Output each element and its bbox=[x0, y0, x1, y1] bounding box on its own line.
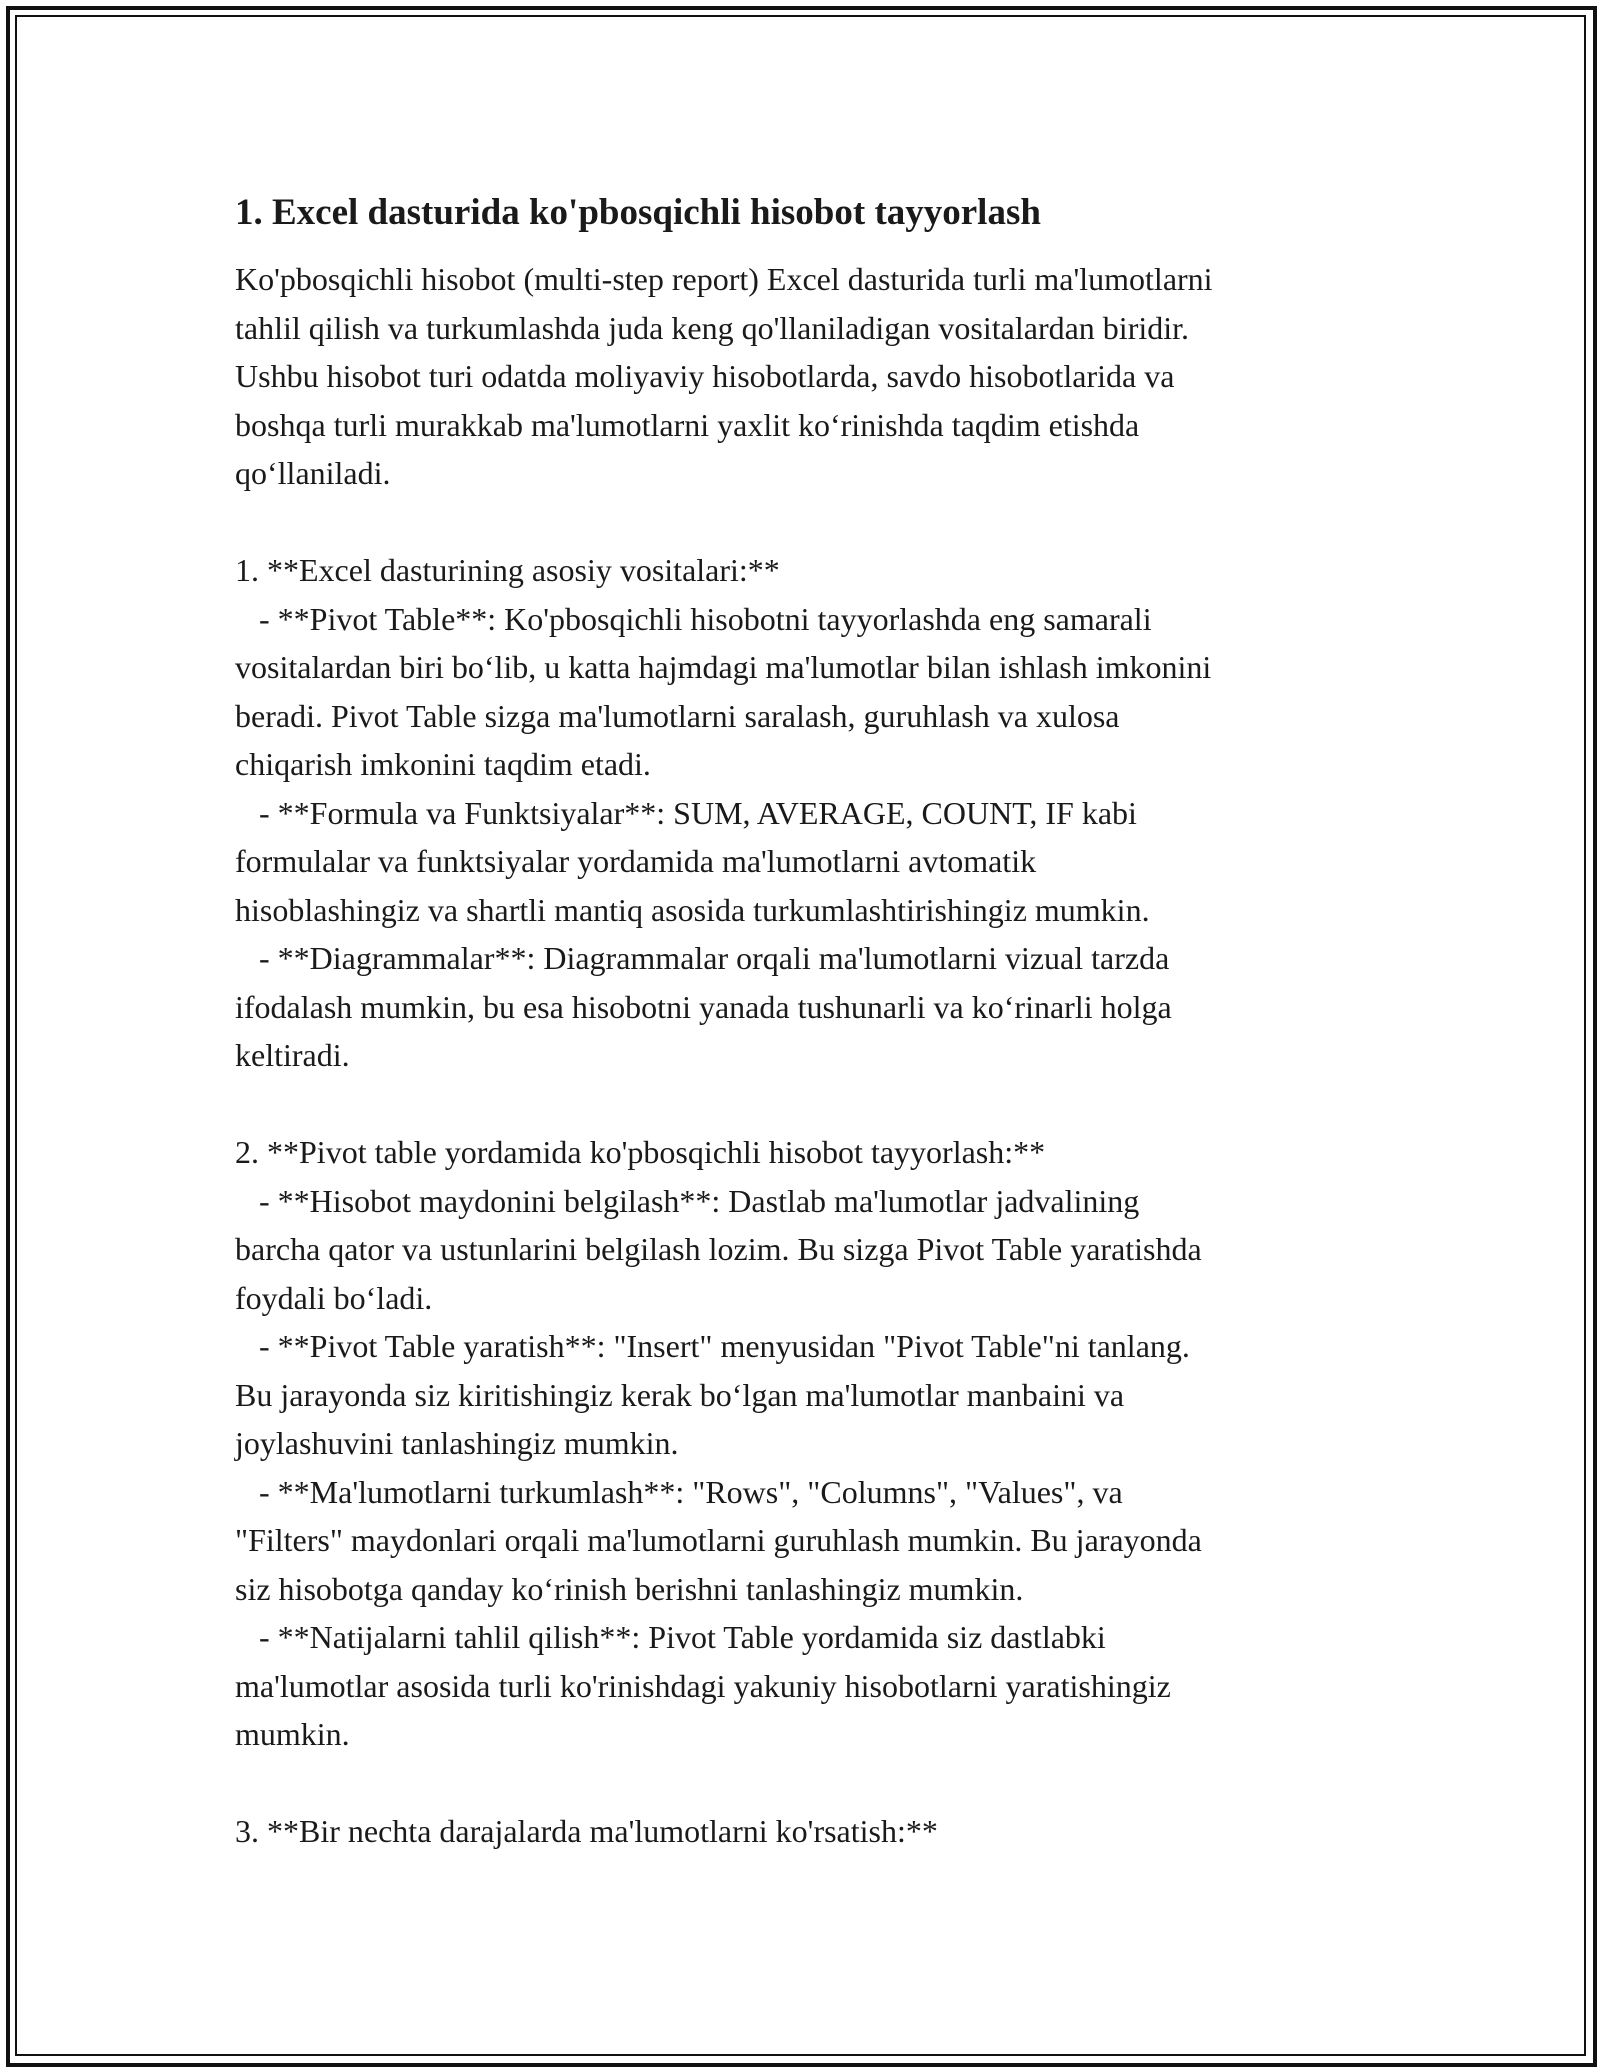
section-2 bbox=[235, 1128, 1375, 1759]
section-heading: 3. **Bir nechta darajalarda ma'lumotlarni ko'rsatish:** bbox=[235, 1813, 938, 1849]
text-line: - **Formula va Funktsiyalar**: SUM, AVERAGE, COUNT, IF kabi bbox=[235, 794, 1137, 831]
text-line: formulalar va funktsiyalar yordamida ma'lumotlarni avtomatik bbox=[235, 843, 1037, 879]
text-line: chiqarish imkonini taqdim etadi. bbox=[235, 746, 651, 782]
paragraph-gap bbox=[235, 1759, 1375, 1808]
text-line: ma'lumotlar asosida turli ko'rinishdagi yakuniy hisobotlarni yaratishingiz bbox=[235, 1667, 1171, 1704]
text-line: - **Pivot Table yaratish**: "Insert" menyusidan "Pivot Table"ni tanlang. bbox=[235, 1328, 1190, 1364]
text-line: - **Pivot Table**: Ko'pbosqichli hisobotni tayyorlashda eng samarali bbox=[235, 600, 1152, 637]
document-body bbox=[235, 183, 1375, 1856]
text-line: qo‘llaniladi. bbox=[235, 455, 391, 491]
text-line: Bu jarayonda siz kiritishingiz kerak bo‘lgan ma'lumotlar manbaini va bbox=[235, 1376, 1125, 1413]
text-line: "Filters" maydonlari orqali ma'lumotlarni guruhlash mumkin. Bu jarayonda bbox=[235, 1522, 1202, 1558]
text-line: tahlil qilish va turkumlashda juda keng qo'llaniladigan vositalardan biridir. bbox=[235, 309, 1190, 346]
text-line: barcha qator va ustunlarini belgilash lozim. Bu sizga Pivot Table yaratishda bbox=[235, 1231, 1202, 1267]
document-title: 1. Excel dasturida ko'pbosqichli hisobot tayyorlash bbox=[235, 192, 1041, 233]
text-line: vositalardan biri bo‘lib, u katta hajmdagi ma'lumotlar bilan ishlash imkonini bbox=[235, 649, 1212, 685]
text-line: - **Diagrammalar**: Diagrammalar orqali ma'lumotlarni vizual tarzda bbox=[235, 940, 1170, 976]
text-line: hisoblashingiz va shartli mantiq asosida turkumlashtirishingiz mumkin. bbox=[235, 891, 1150, 928]
paragraph-gap bbox=[235, 1080, 1375, 1129]
text-line: foydali bo‘ladi. bbox=[235, 1279, 433, 1316]
section-heading: 2. **Pivot table yordamida ko'pbosqichli hisobot tayyorlash:** bbox=[235, 1134, 1046, 1170]
text-line: - **Ma'lumotlarni turkumlash**: "Rows", "Columns", "Values", va bbox=[235, 1473, 1123, 1510]
section-heading: 1. **Excel dasturining asosiy vositalari:** bbox=[235, 552, 780, 588]
text-line: boshqa turli murakkab ma'lumotlarni yaxlit ko‘rinishda taqdim etishda bbox=[235, 406, 1140, 443]
text-line: beradi. Pivot Table sizga ma'lumotlarni saralash, guruhlash va xulosa bbox=[235, 697, 1120, 734]
text-line: - **Hisobot maydonini belgilash**: Dastlab ma'lumotlar jadvalining bbox=[235, 1182, 1140, 1219]
text-line: mumkin. bbox=[235, 1716, 350, 1752]
text-line: Ushbu hisobot turi odatda moliyaviy hisobotlarda, savdo hisobotlarida va bbox=[235, 358, 1175, 394]
text-line: - **Natijalarni tahlil qilish**: Pivot Table yordamida siz dastlabki bbox=[235, 1619, 1106, 1655]
paragraph-gap bbox=[235, 498, 1375, 547]
text-line: joylashuvini tanlashingiz mumkin. bbox=[235, 1425, 679, 1461]
text-line: keltiradi. bbox=[235, 1037, 350, 1073]
intro-paragraph bbox=[235, 255, 1375, 498]
text-line: ifodalash mumkin, bu esa hisobotni yanada tushunarli va ko‘rinarli holga bbox=[235, 988, 1172, 1025]
text-line: siz hisobotga qanday ko‘rinish berishni tanlashingiz mumkin. bbox=[235, 1570, 1024, 1607]
text-line: Ko'pbosqichli hisobot (multi-step report) Excel dasturida turli ma'lumotlarni bbox=[235, 261, 1213, 297]
section-3 bbox=[235, 1807, 1375, 1856]
section-1 bbox=[235, 546, 1375, 1080]
